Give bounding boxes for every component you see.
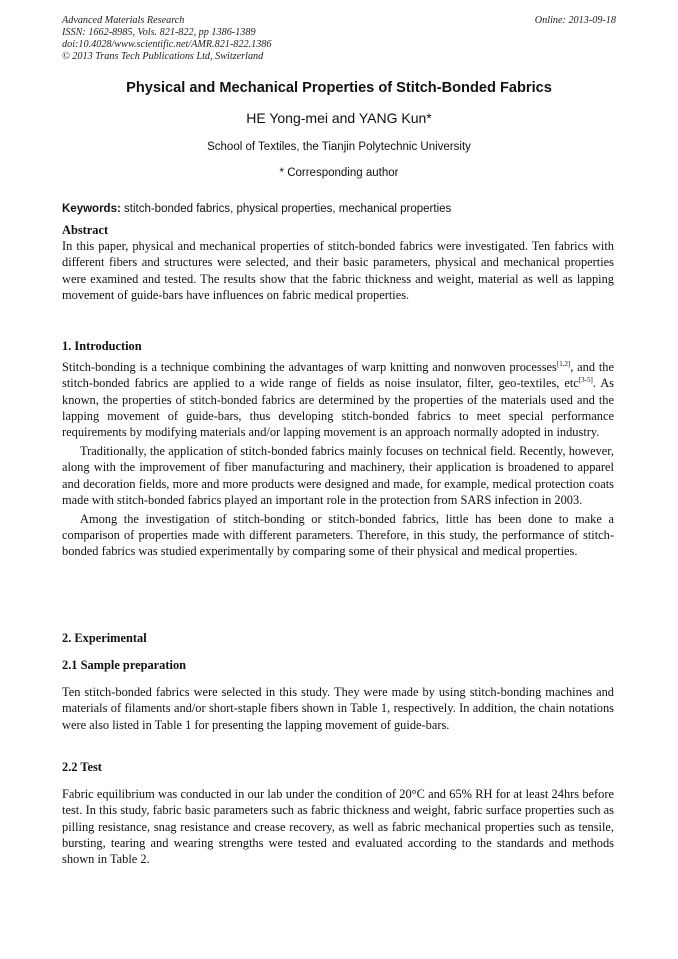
intro-text-b: , and the stitch-bonded fabrics are applied to a wide range of fields as noise insulator, filter, geo-textiles, etc (62, 360, 614, 391)
journal-doi: doi:10.4028/www.scientific.net/AMR.821-822.1386 (62, 39, 272, 50)
citation-ref[interactable]: [3-5] (578, 376, 593, 385)
sample-preparation-section (62, 657, 614, 733)
journal-header (62, 15, 616, 63)
test-section (62, 759, 614, 867)
intro-text-a: Stitch-bonding is a technique combining the advantages of warp knitting and nonwoven processes (62, 360, 557, 375)
journal-issn: ISSN: 1662-8985, Vols. 821-822, pp 1386-1389 (62, 27, 256, 38)
keywords-label: Keywords: (62, 203, 121, 215)
introduction-paragraph-2: Traditionally, the application of stitch-bonded fabrics mainly focuses on technical field. Recently, however, along with the improvement of fiber manufacturing and machinery, their application is broadened to apparel and decoration fields, more and more products were designed and made, for example, medical protection coats made with stitch-bonded fabrics played an important role in the protection from SARS infection in 2003. (62, 444, 614, 507)
introduction-paragraph-3: Among the investigation of stitch-bonding or stitch-bonded fabrics, little has been done to make a comparison of properties made with different parameters. Therefore, in this study, the performance of stitch-bonded fabrics was studied experimentally by comparing some of their physical and medical properties. (62, 512, 614, 559)
journal-copyright: © 2013 Trans Tech Publications Ltd, Switzerland (62, 51, 264, 62)
paper-title: Physical and Mechanical Properties of Stitch-Bonded Fabrics (126, 80, 552, 96)
sample-preparation-heading: 2.1 Sample preparation (62, 658, 187, 672)
journal-name: Advanced Materials Research (62, 15, 185, 26)
introduction-paragraph-1 (62, 359, 614, 440)
test-heading: 2.2 Test (62, 760, 102, 774)
intro-text-c: . As known, the properties of stitch-bonded fabrics are determined by the properties of the materials used and the lapping movement of guide-bars, thus developing stitch-bonded fabrics to meet special performance requirements by modifying materials and/or lapping movement is an approach normally adopted in industry. (62, 376, 614, 440)
sample-preparation-text: Ten stitch-bonded fabrics were selected in this study. They were made by using stitch-bonding machines and materials of filaments and/or short-staple fibers shown in Table 1, respectively. In addition, the chain notations were also listed in Table 1 for presenting the lapping movement of guide-bars. (62, 685, 614, 732)
test-text: Fabric equilibrium was conducted in our lab under the condition of 20°C and 65% RH for at least 24hrs before test. In this study, fabric basic parameters such as fabric thickness and weight, fabric surface properties such as pilling resistance, snag resistance and crease recovery, as well as fabric mechanical properties such as tensile, bursting, tearing and wearing strengths were tested and evaluated according to the standards and methods shown in Table 2. (62, 787, 614, 867)
introduction-section (62, 338, 614, 560)
abstract-section (62, 222, 614, 303)
author-affiliation: School of Textiles, the Tianjin Polytechnic University (207, 141, 471, 153)
experimental-heading-block (62, 630, 614, 646)
keywords-text: stitch-bonded fabrics, physical properties, mechanical properties (124, 203, 452, 215)
abstract-heading: Abstract (62, 223, 109, 237)
experimental-heading: 2. Experimental (62, 631, 147, 645)
citation-ref[interactable]: [1,2] (556, 360, 571, 369)
keywords (62, 203, 616, 215)
introduction-heading: 1. Introduction (62, 339, 142, 353)
corresponding-note: * Corresponding author (279, 167, 399, 179)
paper-authors: HE Yong-mei and YANG Kun* (246, 110, 432, 126)
online-date: Online: 2013-09-18 (534, 15, 616, 26)
abstract-text: In this paper, physical and mechanical properties of stitch-bonded fabrics were investigated. Ten fabrics with different fibers and structures were selected, and their basic parameters, physical and mechanical properties were examined and tested. The results show that the fabric thickness and weight, material as well as lapping movement of guide-bars have influences on fabric medical properties. (62, 239, 614, 302)
